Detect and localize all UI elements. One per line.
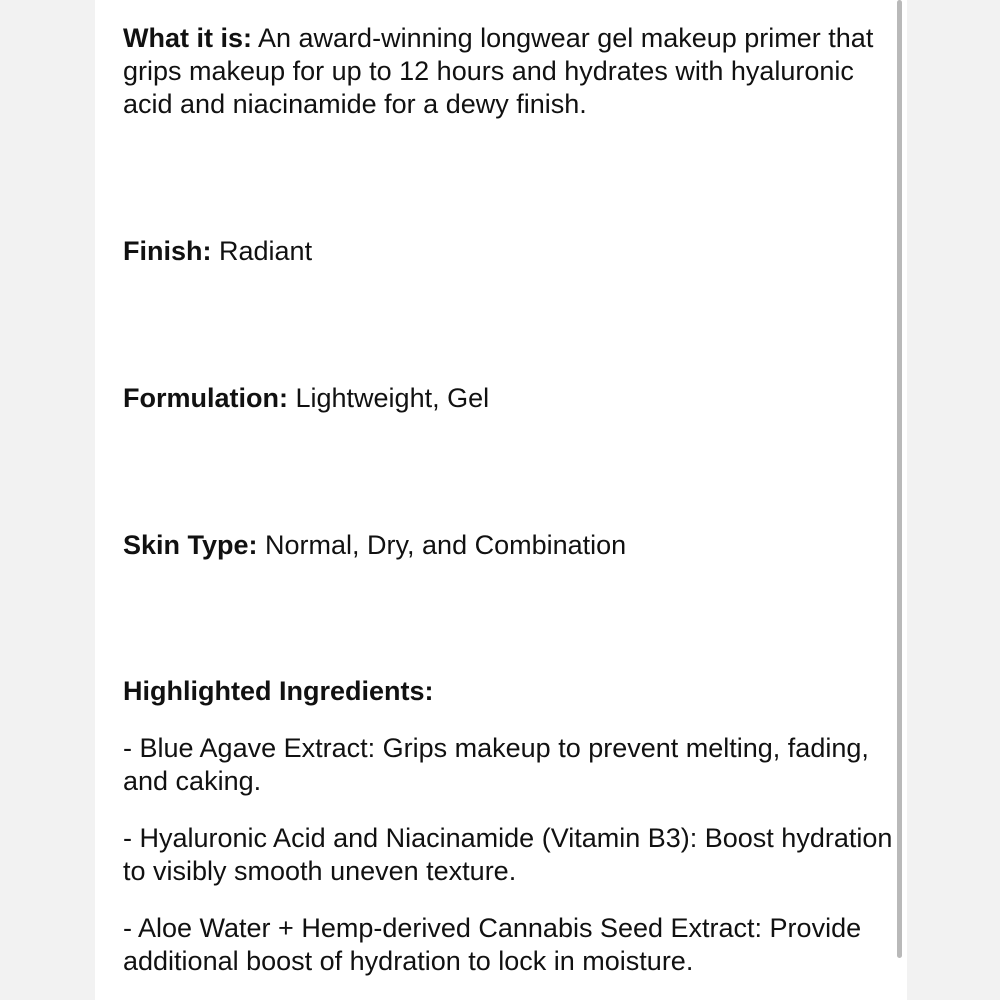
finish-label: Finish:: [123, 236, 212, 266]
skin-type-paragraph: [123, 529, 893, 562]
product-description: [123, 22, 893, 978]
skin-type-text: Normal, Dry, and Combination: [257, 530, 627, 560]
finish-paragraph: [123, 235, 893, 268]
finish-text: Radiant: [211, 236, 313, 266]
formulation-paragraph: [123, 382, 893, 415]
what-it-is-text: An award-winning longwear gel makeup primer that grips makeup for up to 12 hours and hydrates with hyaluronic acid and niacinamide for a dewy finish.: [123, 23, 874, 119]
vertical-scrollbar[interactable]: [897, 0, 902, 958]
skin-type-label: Skin Type:: [123, 530, 258, 560]
ingredient-item: - Hyaluronic Acid and Niacinamide (Vitamin B3): Boost hydration to visibly smooth uneven texture.: [123, 823, 893, 886]
what-it-is-paragraph: [123, 22, 893, 121]
ingredients-heading: Highlighted Ingredients:: [123, 676, 434, 706]
ingredient-item: - Blue Agave Extract: Grips makeup to prevent melting, fading, and caking.: [123, 733, 869, 796]
formulation-text: Lightweight, Gel: [287, 383, 490, 413]
what-it-is-label: What it is:: [123, 23, 252, 53]
formulation-label: Formulation:: [123, 383, 288, 413]
ingredient-item: - Aloe Water + Hemp-derived Cannabis Seed Extract: Provide additional boost of hydration to lock in moisture.: [123, 913, 862, 976]
